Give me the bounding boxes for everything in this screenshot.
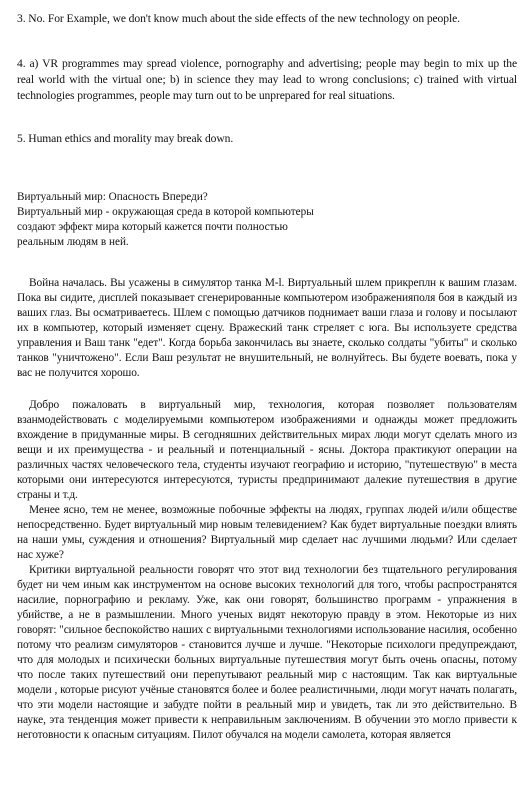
russian-title: Виртуальный мир: Опасность Впереди? [17, 191, 208, 203]
russian-heading-block [17, 190, 327, 250]
paragraph-2: Добро пожаловать в виртуальный мир, технология, которая позволяет пользователям взанмодействовать с моделируемыми компьютером изображениями и однажды может предложить вхождение в придуманные миры. В сегодняшних действительных мирах люди могут сделать много из вещи и их преимущества - и реальный и потенциальный - ясны. Доктора практикуют операции на различных частях человеческого тела, студенты изучают географию и историю, "путешествую" в места которыми они интересуются интересуются, туристы предпринимают далекие путешествия в другие страны и т.д. [17, 399, 517, 501]
paragraph-4: Критики виртуальной реальности говорят что этот вид технологии без тщательного регулирования будет ни чем иным как инструментом на основе высоких технологий для того, чтобы распространятся насилие, порнографию и рекламу. Уже, как они говорят, большинство программ - упражнения в убийстве, а не в размышлении. Много ученых видят некоторую правду в этом. Некоторые из них говорят: "сильное беспокойство наших с виртуальными технологиями использование насилия, особенно потому что реализм симуляторов - становится лучше и лучше. "Некоторые психологи предупреждают, что для молодых и психически больных виртуальные путешествия могут быть очень опасны, потому что после таких путешествий они перепутывают реальный мир с настоящим. Так как виртуальные модели , которые рисуют учёные становятся более и более реалистичными, люди могут начать полагать, что эти модели настоящие и забудте пойти в реальный мир и увидеть, так ли это действительно. В науке, эта тенденция может привести к неправильным заключениям. В обучении это могло привести к неготовности к опасным ситуациям. Пилот обучался на модели самолета, которая является [17, 564, 517, 741]
paragraph-3: Менее ясно, тем не менее, возможные побочные эффекты на людях, группах людей и/или обществе непосредственно. Будет виртуальный мир новым телевидением? Как будет виртуальные поездки влиять на наши умы, суждения и отношения? Виртуальный мир сделает нас лучшими людьми? Или сделает нас хуже? [17, 504, 517, 561]
paragraph-1: Война началась. Вы усажены в симулятор танка M-l. Виртуальный шлем прикреплн к вашим глазам. Пока вы сидите, дисплей показывает сгенерированные компьютером изображенияполя боя в каждый из ваших глаз. Вы осматриваетесь. Шлем с помощью датчиков поднимает ваши глаза и голову и посылают их в компьютер, который изменяет сцену. Вражеский танк стреляет с юга. Вы используете средства управления и Ваш танк "едет". Когда борьба закончилась вы знаете, сколько солдаты "убиты" и сколько танков "уничтожено". Если Ваш результат не внушительный, не волнуйтесь. Вы будете воевать, пока у вас не получится хорошо. [17, 277, 517, 379]
answer-3: 3. No. For Example, we don't know much about the side effects of the new technology on people. [17, 12, 460, 25]
answer-4: 4. a) VR programmes may spread violence, pornography and advertising; people may begin to mix up the real world with the virtual one; b) in science they may lead to wrong conclusions; c) trained with virtual technologies programmes, people may turn out to be unprepared for real situations. [17, 57, 517, 102]
russian-intro: Виртуальный мир - окружающая среда в которой компьютеры создают эффект мира который кажется почти полностью реальным людям в ней. [17, 206, 314, 248]
answer-5: 5. Human ethics and morality may break down. [17, 132, 234, 145]
